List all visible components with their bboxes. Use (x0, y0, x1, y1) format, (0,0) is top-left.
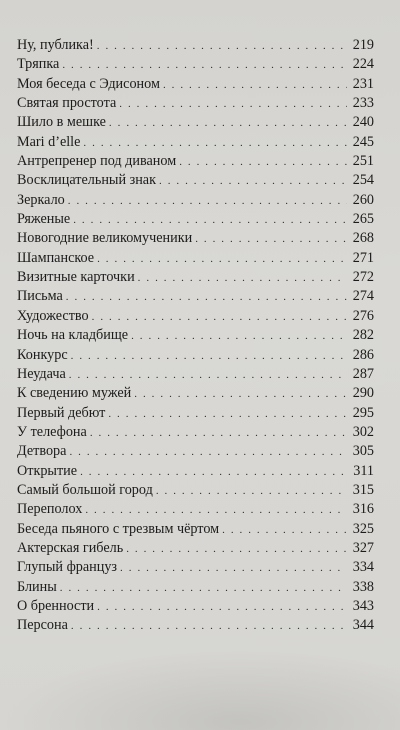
toc-entry (17, 365, 374, 384)
toc-entry-page-number: 316 (352, 501, 374, 518)
toc-entry-page-number: 268 (352, 230, 374, 247)
dot-leader (126, 540, 347, 559)
toc-entry-page-number: 315 (352, 481, 374, 498)
toc-entry-title: Ночь на кладбище (17, 327, 129, 344)
toc-entry-title: Детвора (17, 443, 67, 460)
toc-entry-page-number: 251 (352, 153, 374, 170)
toc-entry (17, 171, 374, 190)
toc-entry (17, 75, 374, 94)
dot-leader (62, 56, 347, 75)
toc-entry (17, 307, 374, 326)
toc-entry-page-number: 276 (352, 307, 374, 324)
toc-entry-page-number: 274 (352, 288, 374, 305)
dot-leader (120, 559, 347, 578)
dot-leader (85, 501, 347, 520)
toc-entry (17, 113, 374, 132)
dot-leader (73, 211, 347, 230)
toc-entry (17, 578, 374, 597)
dot-leader (97, 598, 347, 617)
dot-leader (60, 579, 347, 598)
dot-leader (134, 385, 347, 404)
toc-entry-page-number: 305 (352, 443, 374, 460)
toc-entry-title: К сведению мужей (17, 385, 132, 402)
print-bleed-through (0, 650, 400, 730)
toc-entry (17, 558, 374, 577)
dot-leader (92, 308, 347, 327)
toc-entry (17, 249, 374, 268)
dot-leader (69, 443, 347, 462)
dot-leader (83, 134, 347, 153)
dot-leader (71, 617, 347, 636)
toc-entry (17, 442, 374, 461)
dot-leader (80, 463, 347, 482)
toc-entry-page-number: 286 (352, 346, 374, 363)
toc-entry-page-number: 224 (352, 56, 374, 73)
toc-entry-page-number: 245 (352, 133, 374, 150)
toc-entry (17, 287, 374, 306)
toc-entry-title: Визитные карточки (17, 269, 135, 286)
dot-leader (97, 37, 347, 56)
toc-entry-title: Святая простота (17, 95, 117, 112)
toc-entry-title: Актерская гибель (17, 539, 124, 556)
toc-entry-title: Зеркало (17, 191, 65, 208)
toc-entry (17, 462, 374, 481)
dot-leader (69, 366, 347, 385)
toc-entry-title: Mari d’elle (17, 133, 81, 150)
toc-entry (17, 133, 374, 152)
table-of-contents (17, 36, 374, 636)
toc-entry-page-number: 295 (352, 404, 374, 421)
toc-entry-page-number: 271 (352, 249, 374, 266)
toc-entry-title: Восклицательный знак (17, 172, 156, 189)
toc-entry-page-number: 302 (352, 423, 374, 440)
toc-entry (17, 481, 374, 500)
dot-leader (68, 192, 347, 211)
toc-entry-title: Моя беседа с Эдисоном (17, 75, 160, 92)
toc-entry-page-number: 327 (352, 539, 374, 556)
dot-leader (222, 521, 347, 540)
toc-entry-page-number: 311 (353, 462, 374, 479)
toc-entry-page-number: 272 (352, 269, 374, 286)
dot-leader (109, 114, 347, 133)
toc-entry-title: Ну, публика! (17, 37, 94, 53)
toc-entry-title: Шампанское (17, 249, 95, 266)
dot-leader (90, 424, 347, 443)
dot-leader (97, 250, 347, 269)
toc-entry-title: Конкурс (17, 346, 68, 363)
toc-entry-page-number: 265 (352, 211, 374, 228)
dot-leader (71, 347, 347, 366)
toc-entry (17, 152, 374, 171)
dot-leader (159, 172, 347, 191)
toc-entry-page-number: 343 (352, 597, 374, 614)
toc-entry-page-number: 254 (352, 172, 374, 189)
toc-entry (17, 404, 374, 423)
dot-leader (131, 327, 347, 346)
toc-entry-page-number: 290 (352, 385, 374, 402)
toc-entry (17, 423, 374, 442)
dot-leader (179, 153, 347, 172)
toc-entry-title: Письма (17, 288, 63, 305)
dot-leader (119, 95, 347, 114)
toc-entry-page-number: 334 (352, 559, 374, 576)
toc-entry-title: Блины (17, 578, 57, 595)
toc-entry-page-number: 260 (352, 191, 374, 208)
toc-entry-title: Тряпка (17, 56, 60, 73)
dot-leader (195, 230, 347, 249)
toc-entry-title: Переполох (17, 501, 83, 518)
toc-entry (17, 616, 374, 635)
toc-entry-title: Художество (17, 307, 89, 324)
toc-entry-page-number: 240 (352, 114, 374, 131)
toc-entry (17, 94, 374, 113)
toc-entry-title: Самый большой город (17, 481, 153, 498)
toc-entry (17, 597, 374, 616)
toc-entry-title: Беседа пьяного с трезвым чёртом (17, 520, 220, 537)
toc-entry (17, 191, 374, 210)
toc-entry (17, 55, 374, 74)
toc-entry-title: Ряженые (17, 211, 71, 228)
toc-entry-title: О бренности (17, 597, 95, 614)
toc-entry-title: У телефона (17, 423, 87, 440)
toc-entry-page-number: 233 (352, 95, 374, 112)
toc-entry-title: Глупый француз (17, 559, 118, 576)
toc-entry-page-number: 231 (352, 75, 374, 92)
toc-entry-page-number: 325 (352, 520, 374, 537)
toc-entry-title: Неудача (17, 365, 66, 382)
toc-entry (17, 539, 374, 558)
dot-leader (138, 269, 347, 288)
toc-entry-title: Первый дебют (17, 404, 106, 421)
dot-leader (108, 405, 347, 424)
toc-entry-title: Открытие (17, 462, 78, 479)
toc-entry (17, 268, 374, 287)
toc-entry (17, 520, 374, 539)
toc-entry (17, 229, 374, 248)
toc-entry-page-number: 344 (352, 617, 374, 634)
toc-entry-page-number: 287 (352, 365, 374, 382)
toc-entry-title: Персона (17, 617, 68, 634)
dot-leader (66, 288, 347, 307)
toc-entry-page-number: 338 (352, 578, 374, 595)
toc-entry (17, 210, 374, 229)
toc-entry-title: Новогодние великомученики (17, 230, 193, 247)
toc-entry (17, 346, 374, 365)
toc-entry (17, 384, 374, 403)
toc-entry (17, 326, 374, 345)
toc-entry-page-number: 219 (352, 37, 374, 53)
toc-entry-title: Шило в мешке (17, 114, 106, 131)
toc-entry (17, 500, 374, 519)
dot-leader (156, 482, 347, 501)
toc-entry (17, 36, 374, 55)
toc-entry-page-number: 282 (352, 327, 374, 344)
toc-entry-title: Антрепренер под диваном (17, 153, 177, 170)
dot-leader (163, 76, 347, 95)
